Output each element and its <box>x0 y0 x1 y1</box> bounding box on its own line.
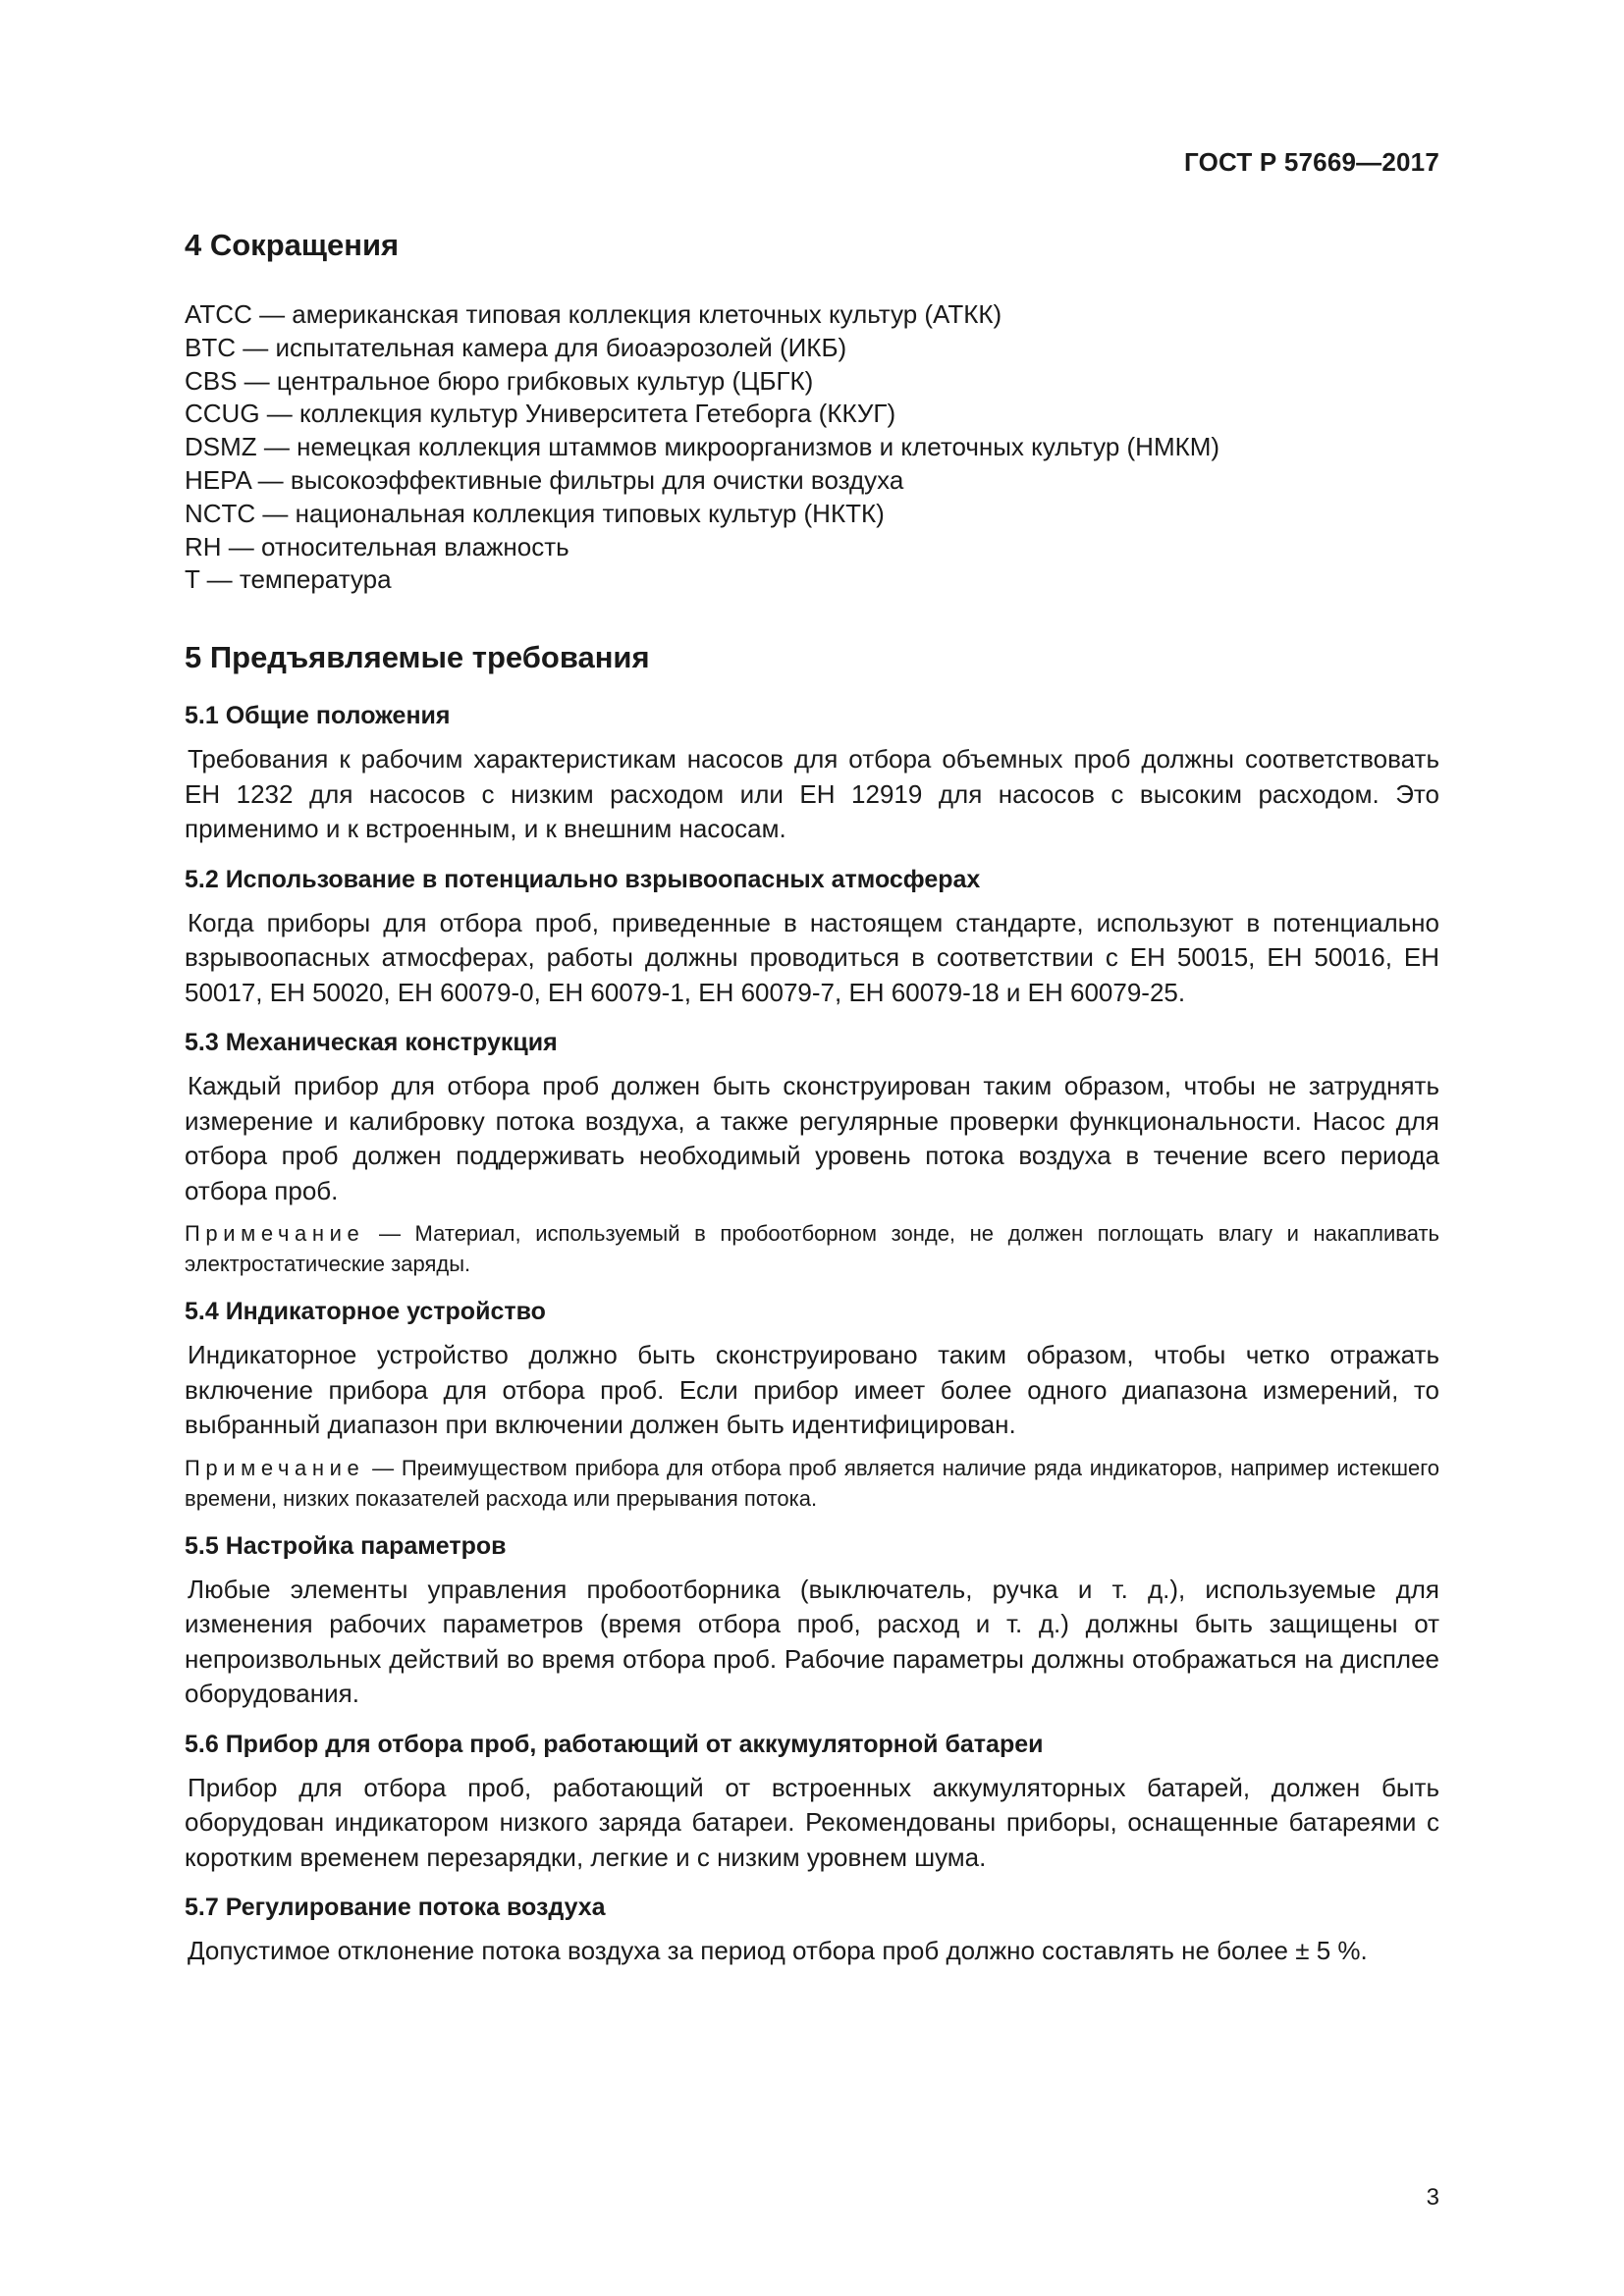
section-5-5-text: Любые элементы управления пробоотборника (выключатель, ручка и т. д.), используемые для изменения рабочих параметров (время отбора проб, расход и т. д.) должны быть защищены от непроизвольных действий во время отбора проб. Рабочие параметры должны отображаться на дисплее оборудования. <box>185 1574 1439 1709</box>
section-5-4-text: Индикаторное устройство должно быть сконструировано таким образом, чтобы четко отражать включение прибора для отбора проб. Если прибор имеет более одного диапазона измерений, то выбранный диапазон при включении должен быть идентифицирован. <box>185 1340 1439 1440</box>
page-number: 3 <box>1426 2184 1439 2211</box>
section-5-7-text: Допустимое отклонение потока воздуха за период отбора проб должно составлять не более ± 5 %. <box>188 1936 1368 1966</box>
note-label: Примечание <box>185 1221 365 1247</box>
section-5-3-title: 5.3 Механическая конструкция <box>185 1029 558 1057</box>
section-5-5-title: 5.5 Настройка параметров <box>185 1531 507 1560</box>
section-4-title: 4 Сокращения <box>185 228 400 262</box>
document-body <box>185 224 1439 1969</box>
section-5-3-text: Каждый прибор для отбора проб должен быть сконструирован таким образом, чтобы не затруднять измерение и калибровку потока воздуха, а также регулярные проверки функциональности. Насос для отбора проб должен поддерживать необходимый уровень потока воздуха в течение всего периода отбора проб. <box>185 1071 1439 1205</box>
section-5-3-note <box>185 1218 1439 1279</box>
section-5-2-text: Когда приборы для отбора проб, приведенные в настоящем стандарте, используют в потенциально взрывоопасных атмосферах, работы должны проводиться в соответствии с ЕН 50015, ЕН 50016, ЕН 50017, ЕН 50020, ЕН 60079-0, ЕН 60079-1, ЕН 60079-7, ЕН 60079-18 и ЕН 60079-25. <box>185 907 1439 1007</box>
abbreviation-item: T — температура <box>185 564 392 595</box>
section-5-6-text: Прибор для отбора проб, работающий от встроенных аккумуляторных батарей, должен быть оборудован индикатором низкого заряда батареи. Рекомендованы приборы, оснащенные батареями с коротким временем перезарядки, легкие и с низким уровнем шума. <box>185 1772 1439 1872</box>
abbreviation-item: CCUG — коллекция культур Университета Гетеборга (ККУГ) <box>185 399 896 429</box>
note-text: — Материал, используемый в пробоотборном зонде, не должен поглощать влагу и накапливать электростатические заряды. <box>185 1221 1439 1277</box>
abbreviation-item: HEPA — высокоэффективные фильтры для очистки воздуха <box>185 464 904 495</box>
section-5-1-text: Требования к рабочим характеристикам насосов для отбора объемных проб должны соответствовать ЕН 1232 для насосов с низким расходом или ЕН 12919 для насосов с высоким расходом. Это применимо и к встроенным, и к внешним насосам. <box>185 744 1439 844</box>
note-text: — Преимуществом прибора для отбора проб является наличие ряда индикаторов, например истекшего времени, низких показателей расхода или прерывания потока. <box>185 1455 1439 1511</box>
section-5-4-note <box>185 1453 1439 1514</box>
section-5-2-title: 5.2 Использование в потенциально взрывоопасных атмосферах <box>185 865 981 893</box>
section-5-6-title: 5.6 Прибор для отбора проб, работающий от аккумуляторной батареи <box>185 1730 1044 1758</box>
abbreviations-list <box>185 298 1439 597</box>
section-5-7-title: 5.7 Регулирование потока воздуха <box>185 1894 606 1922</box>
abbreviation-item: ATCC — американская типовая коллекция клеточных культур (АТКК) <box>185 299 1002 329</box>
section-5-1-title: 5.1 Общие положения <box>185 702 451 730</box>
abbreviation-item: NCTC — национальная коллекция типовых культур (НКТК) <box>185 498 885 528</box>
section-5-4-title: 5.4 Индикаторное устройство <box>185 1298 546 1326</box>
abbreviation-item: CBS — центральное бюро грибковых культур (ЦБГК) <box>185 365 814 396</box>
abbreviation-item: DSMZ — немецкая коллекция штаммов микроорганизмов и клеточных культур (НМКМ) <box>185 432 1220 462</box>
abbreviation-item: RH — относительная влажность <box>185 531 569 561</box>
section-5-title: 5 Предъявляемые требования <box>185 640 650 675</box>
note-label: Примечание <box>185 1455 365 1480</box>
abbreviation-item: BTC — испытательная камера для биоаэрозолей (ИКБ) <box>185 332 847 362</box>
document-header-id: ГОСТ Р 57669—2017 <box>1184 147 1439 177</box>
